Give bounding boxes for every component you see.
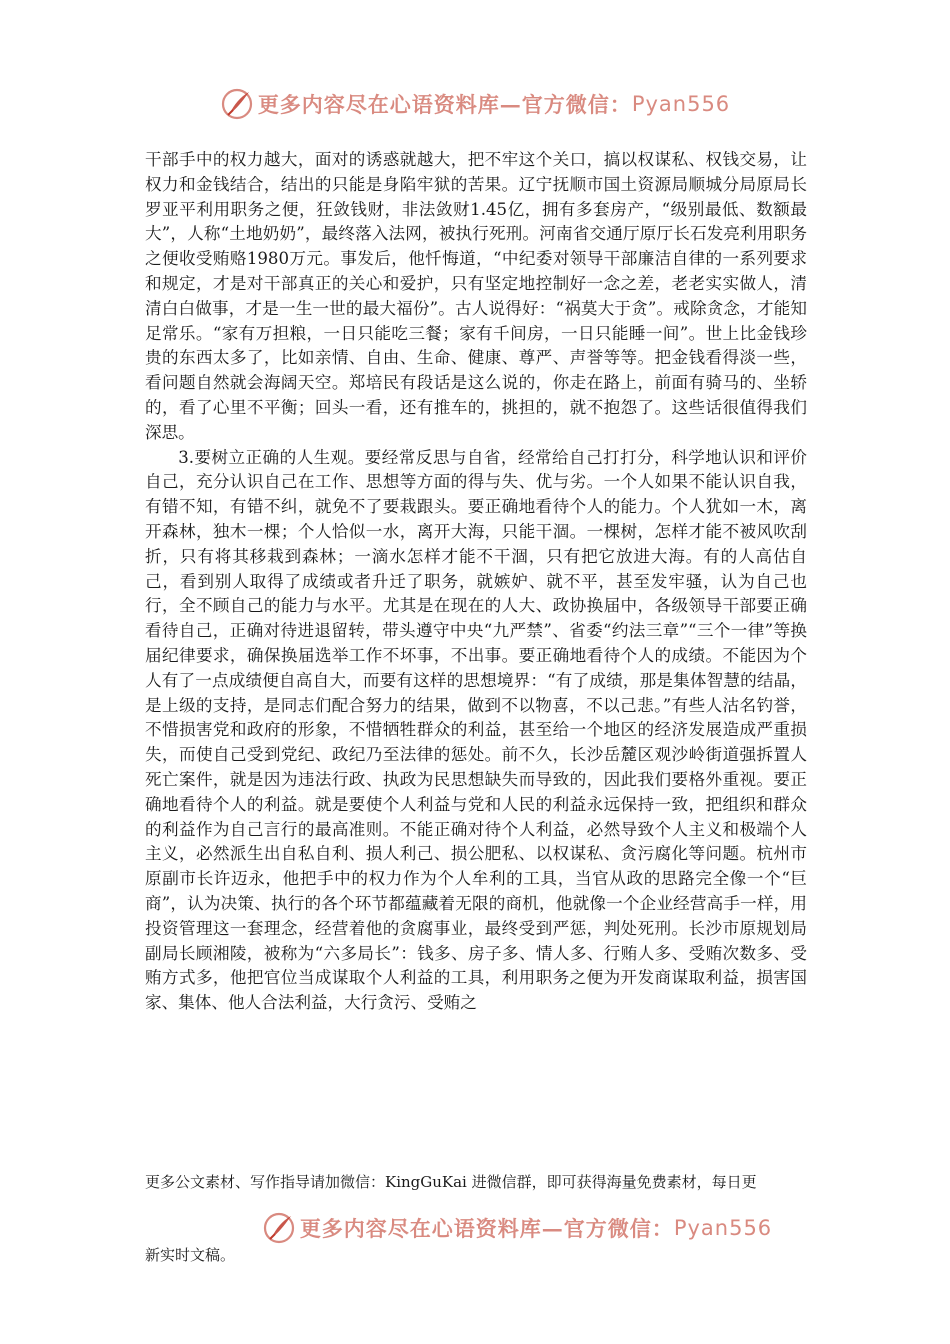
footer-note-continuation: 新实时文稿。 <box>145 1246 236 1264</box>
paragraph-2: 3.要树立正确的人生观。要经常反思与自省，经常给自己打打分，科学地认识和评价自己，充分认识自己在工作、思想等方面的得与失、优与劣。一个人如果不能认识自我，有错不知，有错不纠，就免不了要栽跟头。要正确地看待个人的能力。个人犹如一木，离开森林，独木一棵；个人恰似一水，离开大海，只能干涸。一棵树，怎样才能不被风吹刮折，只有将其移栽到森林；一滴水怎样才能不干涸，只有把它放进大海。有的人高估自己，看到别人取得了成绩或者升迁了职务，就嫉妒、就不平，甚至发牢骚，认为自己也行，全不顾自己的能力与水平。尤其是在现在的人大、政协换届中，各级领导干部要正确看待自己，正确对待进退留转，带头遵守中央“九严禁”、省委“约法三章”“三个一律”等换届纪律要求，确保换届选举工作不坏事，不出事。要正确地看待个人的成绩。不能因为个人有了一点成绩便自高自大，而要有这样的思想境界：“有了成绩，那是集体智慧的结晶，是上级的支持，是同志们配合努力的结果，做到不以物喜，不以己悲。”有些人沽名钓誉，不惜损害党和政府的形象，不惜牺牲群众的利益，甚至给一个地区的经济发展造成严重损失，而使自己受到党纪、政纪乃至法律的惩处。前不久，长沙岳麓区观沙岭街道强拆置人死亡案件，就是因为违法行政、执政为民思想缺失而导致的，因此我们要格外重视。要正确地看待个人的利益。就是要使个人利益与党和人民的利益永远保持一致，把组织和群众的利益作为自己言行的最高准则。不能正确对待个人利益，必然导致个人主义和极端个人主义，必然派生出自私自利、损人利己、损公肥私、以权谋私、贪污腐化等问题。杭州市原副市长许迈永，他把手中的权力作为个人牟利的工具，当官从政的思路完全像一个“巨商”，认为决策、执行的各个环节都蕴藏着无限的商机，他就像一个企业经营高手一样，用投资管理这一套理念，经营着他的贪腐事业，最终受到严惩，判处死刑。长沙市原规划局副局长顾湘陵，被称为“六多局长”：钱多、房子多、情人多、行贿人多、受贿次数多、受贿方式多，他把官位当成谋取个人利益的工具，利用职务之便为开发商谋取利益，损害国家、集体、他人合法利益，大行贪污、受贿之 <box>145 447 807 1013</box>
paragraph-1: 干部手中的权力越大，面对的诱惑就越大，把不牢这个关口，搞以权谋私、权钱交易，让权力和金钱结合，结出的只能是身陷牢狱的苦果。辽宁抚顺市国土资源局顺城分局原局长罗亚平利用职务之便，狂敛钱财，非法敛财1.45亿，拥有多套房产，“级别最低、数额最大”，人称“土地奶奶”，最终落入法网，被执行死刑。河南省交通厅原厅长石发亮利用职务之便收受贿赂1980万元。事发后，他忏悔道，“中纪委对领导干部廉洁自律的一系列要求和规定，才是对干部真正的关心和爱护，只有坚定地控制好一念之差，老老实实做人，清清白白做事，才是一生一世的最大福份”。古人说得好：“祸莫大于贪”。戒除贪念，才能知足常乐。“家有万担粮，一日只能吃三餐；家有千间房，一日只能睡一间”。世上比金钱珍贵的东西太多了，比如亲情、自由、生命、健康、尊严、声誉等等。把金钱看得淡一些，看问题自然就会海阔天空。郑培民有段话是这么说的，你走在路上，前面有骑马的、坐轿的，看了心里不平衡；回头一看，还有推车的，挑担的，就不抱怨了。这些话很值得我们深思。 <box>145 150 807 442</box>
watermark-wechat-id: Pyan556 <box>631 92 731 116</box>
watermark-header <box>0 84 950 124</box>
quill-logo-icon <box>220 87 254 121</box>
watermark-text: 更多内容尽在心语资料库—官方微信： <box>257 92 632 117</box>
watermark-footer <box>42 1208 950 1248</box>
document-body <box>145 148 807 1016</box>
quill-logo-icon <box>262 1211 296 1245</box>
watermark-wechat-id: Pyan556 <box>673 1216 773 1240</box>
watermark-text: 更多内容尽在心语资料库—官方微信： <box>299 1216 674 1241</box>
footer-note: 更多公文素材、写作指导请加微信：KingGuKai 进微信群，即可获得海量免费素材，每日更 <box>145 1173 757 1191</box>
